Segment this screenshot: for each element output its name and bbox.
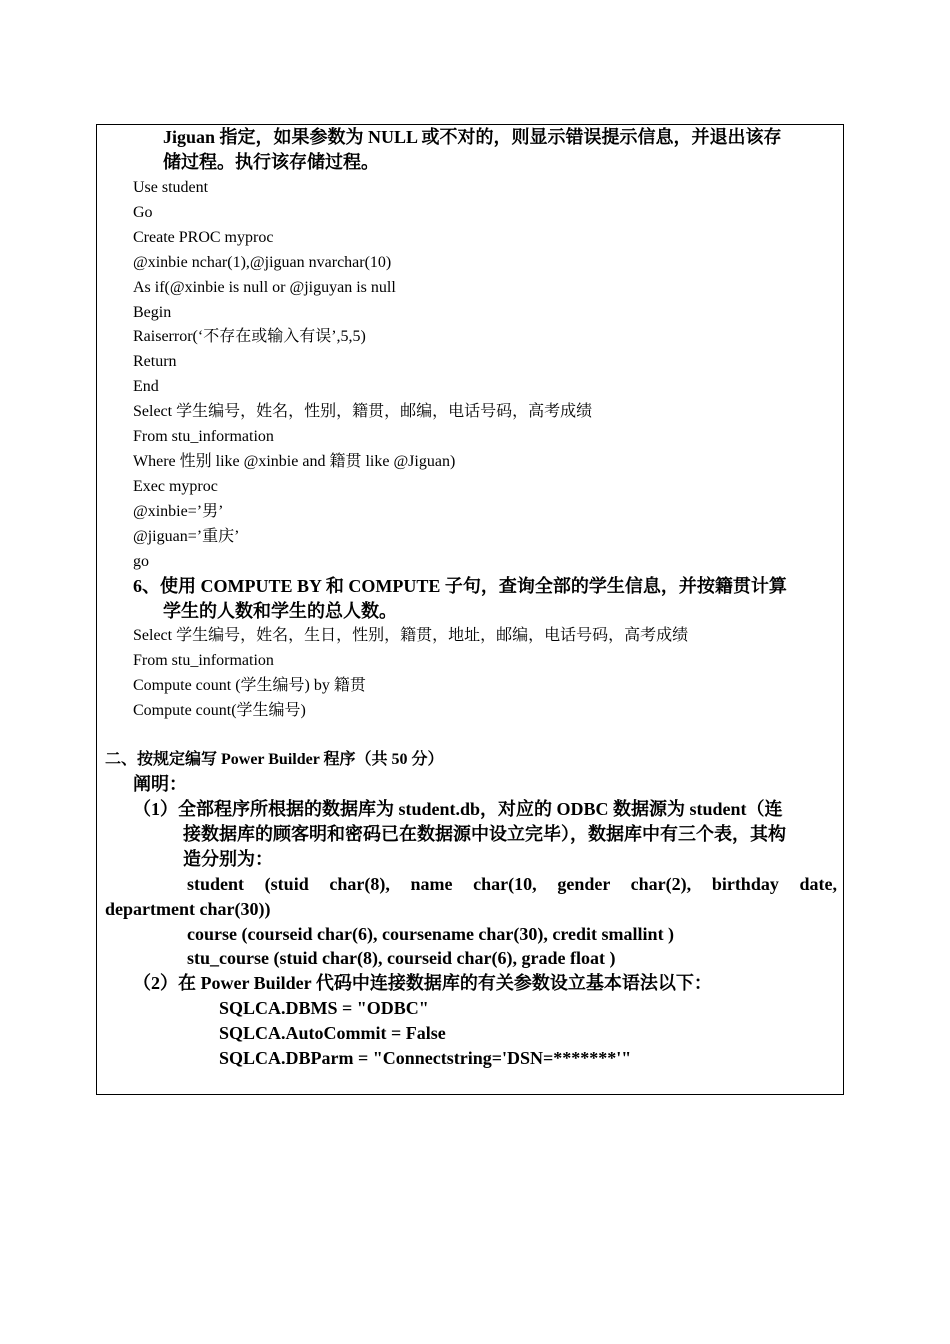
student-table-def-line2: department char(30)) (105, 899, 271, 919)
q5-intro-line2: 储过程。执行该存储过程。 (163, 152, 379, 172)
code-line: Compute count (学生编号) by 籍贯 (133, 677, 366, 694)
sqlca-dbms-line: SQLCA.DBMS = "ODBC" (219, 998, 429, 1018)
item1-line2: 接数据库的顾客明和密码已在数据源中设立完毕），数据库中有三个表，其构 (183, 824, 786, 844)
sqlca-autocommit-line: SQLCA.AutoCommit = False (219, 1023, 446, 1043)
code-line: @xinbie nchar(1),@jiguan nvarchar(10) (133, 254, 392, 271)
code-line: @xinbie=’男’ (133, 503, 224, 520)
code-line: Begin (133, 304, 172, 321)
q6-line2: 学生的人数和学生的总人数。 (163, 601, 397, 621)
code-line: go (133, 553, 149, 570)
item1-line1: （1）全部程序所根据的数据库为 student.db，对应的 ODBC 数据源为 student（连 (133, 799, 783, 819)
code-line: From stu_information (133, 652, 274, 669)
code-line: Create PROC myproc (133, 229, 274, 246)
code-line: Use student (133, 179, 209, 196)
code-line: Compute count(学生编号) (133, 702, 306, 719)
code-line: Select 学生编号，姓名，性别，籍贯，邮编，电话号码，高考成绩 (133, 403, 593, 420)
code-line: Return (133, 353, 177, 370)
code-line: End (133, 378, 159, 395)
course-table-def: course (courseid char(6), coursename char(30), credit smallint ) (187, 924, 675, 944)
code-line: From stu_information (133, 428, 274, 445)
code-line: As if(@xinbie is null or @jiguyan is null (133, 279, 396, 296)
code-line: @jiguan=’重庆’ (133, 528, 240, 545)
stu-course-table-def: stu_course (stuid char(8), courseid char(6), grade float ) (187, 948, 616, 968)
sqlca-dbparm-line: SQLCA.DBParm = "Connectstring='DSN=*******'" (219, 1048, 632, 1068)
code-line: Go (133, 204, 153, 221)
q6-line1: 6、使用 COMPUTE BY 和 COMPUTE 子句，查询全部的学生信息，并按籍贯计算 (133, 576, 787, 596)
explain-label: 阐明： (133, 774, 187, 794)
q5-intro-line1: Jiguan 指定，如果参数为 NULL 或不对的，则显示错误提示信息，并退出该存 (163, 127, 782, 147)
code-line: Raiserror(‘不存在或输入有误’,5,5) (133, 328, 366, 345)
code-line: Exec myproc (133, 478, 218, 495)
section2-heading: 二、按规定编写 Power Builder 程序（共 50 分） (105, 751, 444, 768)
code-line: Where 性别 like @xinbie and 籍贯 like @Jiguan) (133, 453, 456, 470)
student-table-def-line1: student (stuid char(8), name char(10, gender char(2), birthday date, (187, 874, 837, 894)
item2-line: （2）在 Power Builder 代码中连接数据库的有关参数设立基本语法以下： (133, 973, 712, 993)
code-line: Select 学生编号，姓名，生日，性别，籍贯，地址，邮编，电话号码，高考成绩 (133, 627, 689, 644)
item1-line3: 造分别为： (183, 849, 273, 869)
